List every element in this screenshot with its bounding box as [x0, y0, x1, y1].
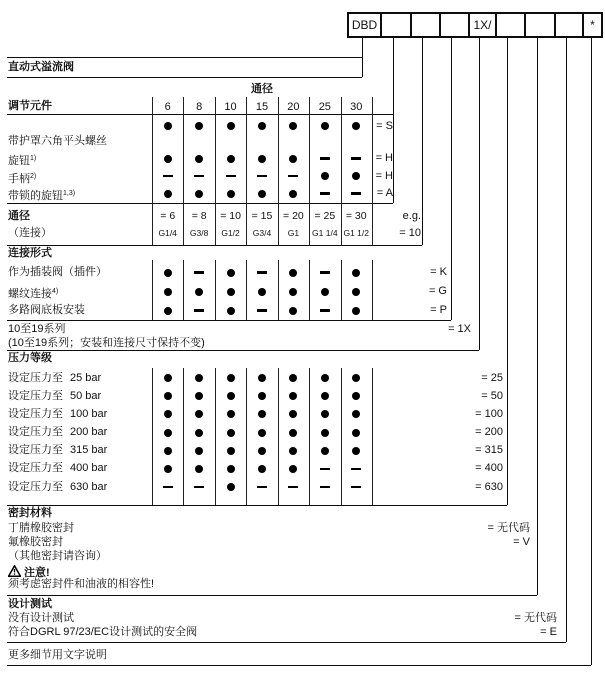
warning-label: 注意! — [24, 566, 50, 579]
order-code-box — [410, 14, 439, 36]
column-cell: = 6 — [160, 210, 176, 222]
available-dot — [164, 447, 172, 455]
pressure-value: 50 bar — [70, 389, 102, 402]
not-available-dash — [351, 192, 361, 195]
column-cell: 15 — [255, 100, 269, 113]
available-dot — [164, 122, 172, 130]
column-cell: G1/2 — [221, 228, 240, 238]
row-code: = 100 — [475, 407, 503, 420]
column-cell: 8 — [196, 100, 203, 113]
available-dot — [227, 190, 235, 198]
row-label: 手柄$^{2)}$ — [8, 172, 37, 185]
available-dot — [258, 410, 266, 418]
available-dot — [227, 392, 235, 400]
section-rule — [7, 595, 537, 596]
row-code: = 200 — [475, 426, 503, 438]
row-code: = A — [376, 187, 393, 199]
size-thread-values — [152, 227, 372, 240]
footnote-marker: 2) — [30, 172, 37, 180]
section-rule — [7, 203, 393, 204]
row-label: 氟橡胶密封 — [8, 535, 63, 548]
available-dot — [227, 122, 235, 130]
available-dot — [352, 410, 360, 418]
section-rule — [7, 77, 362, 78]
row-label: 设定压力至 — [8, 480, 63, 493]
available-dot — [321, 392, 329, 400]
valve-type-label: 直动式溢流阀 — [8, 61, 74, 73]
pressure-title: 压力等级 — [8, 351, 52, 364]
available-dot — [321, 122, 329, 130]
available-dot — [321, 447, 329, 455]
available-dot — [352, 374, 360, 382]
not-available-dash — [288, 175, 298, 178]
order-code-box-series: 1X/ — [468, 14, 495, 36]
row-code: = 无代码 — [487, 521, 530, 534]
row-label: 丁腈橡胶密封 — [8, 521, 74, 534]
connector-line — [393, 38, 394, 203]
available-dot — [227, 374, 235, 382]
row-label: 旋钮$^{1)}$ — [8, 155, 37, 167]
available-dot — [227, 307, 235, 315]
row-code: = 400 — [475, 462, 503, 475]
connector-line — [591, 38, 592, 665]
series-code: = 1X — [448, 323, 471, 335]
dot-matrix-row — [152, 304, 372, 317]
available-dot — [227, 483, 235, 491]
connector-line — [362, 38, 363, 77]
row-code: = 315 — [475, 444, 503, 457]
available-dot — [164, 269, 172, 277]
not-available-dash — [257, 486, 267, 489]
available-dot — [289, 429, 297, 437]
available-dot — [258, 392, 266, 400]
row-code: = E — [540, 625, 557, 638]
available-dot — [227, 429, 235, 437]
available-dot — [258, 122, 266, 130]
dot-matrix-row — [152, 120, 372, 133]
size-row-title: 通径 — [8, 209, 30, 222]
available-dot — [289, 307, 297, 315]
row-code: = 50 — [481, 389, 503, 402]
available-dot — [164, 190, 172, 198]
not-available-dash — [163, 175, 173, 178]
connector-line — [566, 38, 567, 642]
column-cell: 20 — [287, 100, 300, 113]
not-available-dash — [320, 192, 330, 195]
row-code: = G — [428, 285, 447, 297]
pressure-value: 100 bar — [70, 407, 108, 420]
available-dot — [164, 307, 172, 315]
not-available-dash — [194, 175, 204, 178]
column-cell: = 8 — [191, 210, 207, 222]
not-available-dash — [194, 271, 204, 274]
row-label: 设定压力至 — [8, 389, 63, 402]
row-label: 螺纹连接$^{4)}$ — [8, 288, 59, 300]
row-code: = H — [375, 169, 393, 182]
available-dot — [289, 269, 297, 277]
footnote-marker: 1,3) — [63, 190, 76, 197]
dot-matrix-row — [152, 285, 372, 298]
row-code: = 25 — [481, 371, 503, 384]
available-dot — [164, 429, 172, 437]
row-label: 没有设计测试 — [8, 611, 74, 624]
example-label: e.g. — [402, 209, 421, 222]
footnote-marker: 1) — [30, 155, 37, 162]
available-dot — [289, 410, 297, 418]
not-available-dash — [288, 486, 298, 489]
row-label: 带护罩六角平头螺丝 — [8, 135, 107, 147]
section-rule — [7, 114, 393, 115]
dot-matrix-row — [152, 372, 372, 385]
column-separator — [372, 368, 373, 505]
not-available-dash — [257, 271, 267, 274]
footnote-marker: 4) — [52, 288, 59, 295]
available-dot — [321, 374, 329, 382]
available-dot — [227, 465, 235, 473]
column-cell: G3/8 — [189, 228, 209, 238]
available-dot — [289, 374, 297, 382]
order-code-box — [495, 14, 524, 36]
not-available-dash — [163, 486, 173, 489]
column-cell: = 10 — [220, 210, 241, 222]
available-dot — [352, 172, 360, 180]
column-cell: = 30 — [345, 210, 367, 222]
connector-line — [479, 38, 480, 350]
column-cell: 6 — [164, 100, 171, 113]
series-note: (10至19系列；安装和连接尺寸保持不变) — [8, 337, 205, 349]
available-dot — [352, 122, 360, 130]
not-available-dash — [194, 486, 204, 489]
not-available-dash — [257, 309, 267, 312]
available-dot — [258, 447, 266, 455]
not-available-dash — [351, 468, 361, 471]
dot-matrix-row — [152, 187, 372, 200]
section-rule — [7, 57, 362, 58]
available-dot — [352, 307, 360, 315]
column-cell: G1 — [287, 228, 300, 238]
available-dot — [195, 122, 203, 130]
row-label: 带锁的旋钮$^{1,3)}$ — [8, 190, 76, 202]
row-code: = 630 — [475, 480, 503, 493]
section-rule — [7, 505, 507, 506]
order-code-box — [554, 14, 582, 36]
row-code: = V — [513, 535, 530, 548]
dot-matrix-row — [152, 462, 372, 475]
series-label: 10至19系列 — [8, 323, 66, 335]
available-dot — [227, 447, 235, 455]
available-dot — [227, 155, 235, 163]
row-code: = S — [376, 119, 393, 132]
available-dot — [164, 288, 172, 296]
connector-line — [507, 38, 508, 505]
row-label: 作为插装阀（插件） — [8, 266, 107, 278]
available-dot — [289, 122, 297, 130]
dot-matrix-row — [152, 390, 372, 403]
available-dot — [352, 392, 360, 400]
available-dot — [321, 172, 329, 180]
available-dot — [195, 465, 203, 473]
available-dot — [289, 447, 297, 455]
connector-line — [537, 38, 538, 595]
design-test-title: 设计测试 — [8, 597, 52, 610]
available-dot — [352, 269, 360, 277]
not-available-dash — [257, 175, 267, 178]
available-dot — [321, 288, 329, 296]
size-row-subtitle: （连接） — [8, 226, 52, 239]
dot-matrix-row — [152, 481, 372, 494]
column-cell: 10 — [224, 100, 237, 113]
available-dot — [289, 465, 297, 473]
available-dot — [227, 269, 235, 277]
clear-text-note: 更多细节用文字说明 — [8, 648, 107, 661]
dot-matrix-row — [152, 152, 372, 165]
available-dot — [321, 410, 329, 418]
column-cell: 30 — [350, 100, 363, 113]
column-cell: G3/4 — [252, 228, 272, 238]
order-code-box — [439, 14, 468, 36]
available-dot — [164, 374, 172, 382]
dot-matrix-row — [152, 408, 372, 421]
available-dot — [321, 429, 329, 437]
dot-matrix-row — [152, 444, 372, 457]
not-available-dash — [320, 309, 330, 312]
available-dot — [352, 447, 360, 455]
available-dot — [195, 288, 203, 296]
order-code-box-model: DBD — [351, 18, 378, 32]
available-dot — [258, 374, 266, 382]
row-label: 设定压力至 — [8, 462, 63, 475]
seals-other-note: （其他密封请咨询） — [8, 549, 107, 562]
available-dot — [352, 288, 360, 296]
available-dot — [352, 429, 360, 437]
not-available-dash — [194, 309, 204, 312]
available-dot — [195, 392, 203, 400]
not-available-dash — [320, 468, 330, 471]
not-available-dash — [320, 271, 330, 274]
column-cell: = 15 — [251, 210, 273, 222]
column-cell: G1/4 — [158, 228, 177, 238]
dot-matrix-row — [152, 266, 372, 279]
dot-matrix-row — [152, 426, 372, 439]
section-rule — [7, 245, 422, 246]
column-cell: = 20 — [283, 210, 304, 222]
dot-matrix-row — [152, 170, 372, 183]
section-rule — [7, 320, 451, 321]
available-dot — [258, 465, 266, 473]
column-cell: G1 1/2 — [343, 228, 369, 238]
row-label: 多路阀底板安装 — [8, 304, 85, 316]
connector-line — [451, 38, 452, 320]
column-separator — [372, 97, 373, 245]
connection-title: 连接形式 — [8, 246, 52, 259]
column-cell: 25 — [318, 100, 331, 113]
pressure-value: 315 bar — [70, 444, 108, 457]
pressure-value: 400 bar — [70, 462, 108, 475]
not-available-dash — [351, 157, 361, 160]
row-code: = H — [375, 152, 393, 164]
available-dot — [258, 155, 266, 163]
adjustment-title: 调节元件 — [8, 100, 52, 112]
not-available-dash — [351, 486, 361, 489]
order-code-box — [524, 14, 554, 36]
row-label: 符合DGRL 97/23/EC设计测试的安全阀 — [8, 625, 198, 638]
pressure-value: 25 bar — [70, 371, 102, 384]
row-code: = 无代码 — [514, 611, 557, 624]
available-dot — [289, 155, 297, 163]
pressure-value: 200 bar — [70, 426, 108, 438]
example-value: = 10 — [399, 226, 421, 239]
row-label: 设定压力至 — [8, 426, 63, 438]
order-code-box — [380, 14, 410, 36]
available-dot — [227, 410, 235, 418]
available-dot — [195, 447, 203, 455]
seals-compatibility-note: 须考虑密封件和油液的相容性! — [8, 578, 155, 590]
available-dot — [164, 410, 172, 418]
row-code: = P — [430, 304, 447, 316]
column-cell: = 25 — [314, 210, 336, 222]
not-available-dash — [320, 157, 330, 160]
section-rule — [7, 665, 591, 666]
available-dot — [289, 190, 297, 198]
order-code-box-row — [347, 12, 603, 38]
section-rule — [7, 642, 566, 643]
row-label: 设定压力至 — [8, 371, 63, 384]
available-dot — [164, 465, 172, 473]
seals-title: 密封材料 — [8, 507, 52, 519]
row-label: 设定压力至 — [8, 407, 63, 420]
column-cell: G1 1/4 — [312, 228, 338, 238]
available-dot — [258, 429, 266, 437]
available-dot — [289, 288, 297, 296]
pressure-value: 630 bar — [70, 480, 108, 493]
available-dot — [195, 155, 203, 163]
size-column-headers — [152, 100, 372, 113]
row-label: 设定压力至 — [8, 444, 63, 457]
available-dot — [258, 288, 266, 296]
not-available-dash — [226, 175, 236, 178]
available-dot — [195, 410, 203, 418]
available-dot — [258, 190, 266, 198]
row-code: = K — [430, 266, 447, 278]
available-dot — [289, 392, 297, 400]
connector-line — [422, 38, 423, 245]
available-dot — [195, 429, 203, 437]
order-code-box-star: * — [582, 14, 601, 36]
size-columns-title: 通径 — [251, 83, 273, 95]
available-dot — [164, 155, 172, 163]
not-available-dash — [320, 486, 330, 489]
section-rule — [7, 350, 479, 351]
available-dot — [195, 374, 203, 382]
available-dot — [195, 190, 203, 198]
available-dot — [164, 392, 172, 400]
size-code-values — [152, 210, 372, 223]
column-separator — [372, 260, 373, 320]
available-dot — [227, 288, 235, 296]
